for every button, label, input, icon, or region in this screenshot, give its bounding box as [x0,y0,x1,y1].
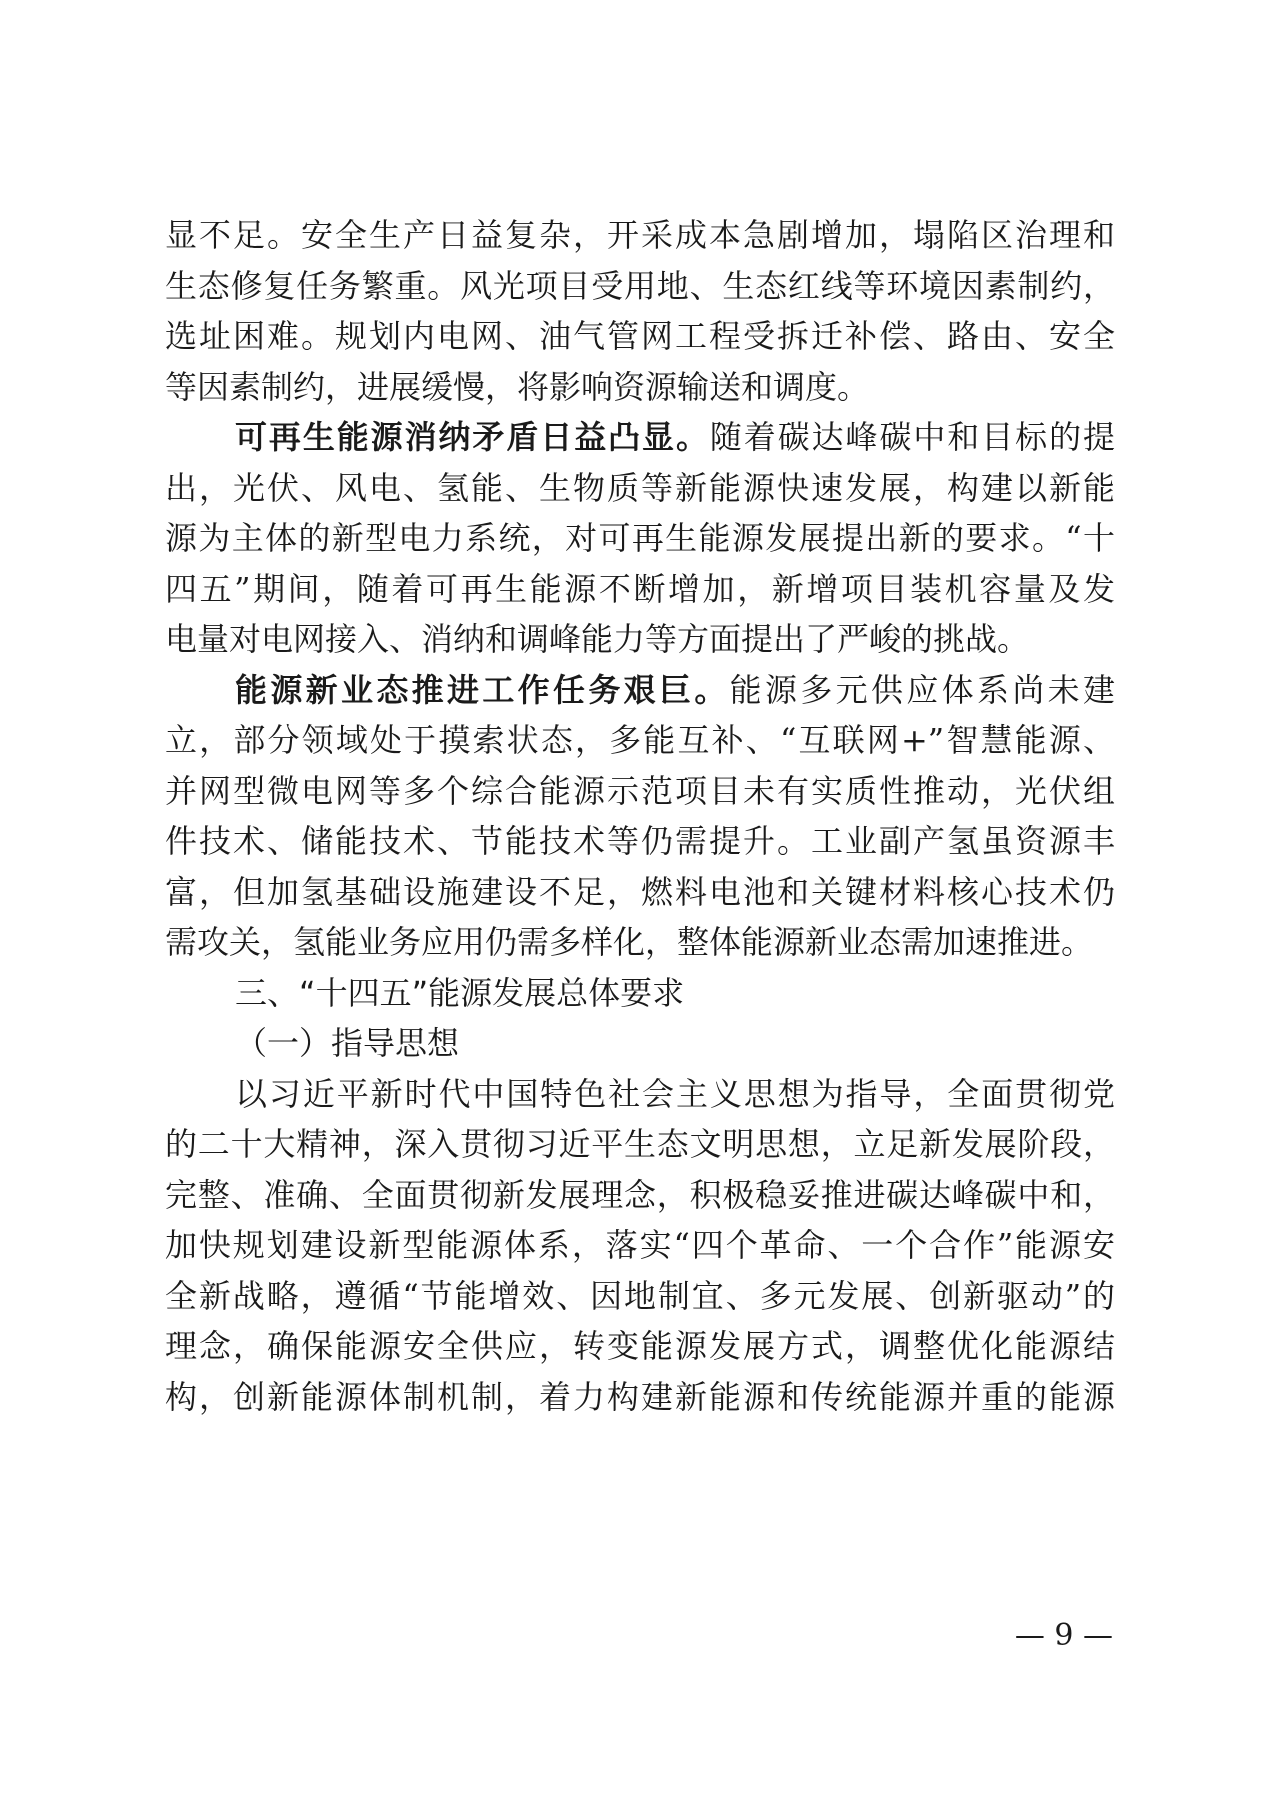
text-line: 全新战略，遵循“节能增效、因地制宜、多元发展、创新驱动”的 [165,1276,1115,1315]
text-line: 等因素制约，进展缓慢，将影响资源输送和调度。 [165,367,870,406]
paragraph-first-line [165,412,1115,463]
paragraph-text: 随着碳达峰碳中和目标的提 [709,418,1115,456]
text-line: 显不足。安全生产日益复杂，开采成本急剧增加，塌陷区治理和 [165,216,1115,254]
text-line: 源为主体的新型电力系统，对可再生能源发展提出新的要求。“十 [165,519,1115,557]
text-line: 四五”期间，随着可再生能源不断增加，新增项目装机容量及发 [165,569,1115,608]
text-line: 富，但加氢基础设施建设不足，燃料电池和关键材料核心技术仍 [165,872,1115,911]
text-line: 立，部分领域处于摸索状态，多能互补、“互联网+”智慧能源、 [165,721,1115,759]
text-line: 以习近平新时代中国特色社会主义思想为指导，全面贯彻党 [235,1074,1115,1113]
paragraph-lead: 可再生能源消纳矛盾日益凸显。 [235,418,710,456]
text-line: 完整、准确、全面贯彻新发展理念，积极稳妥推进碳达峰碳中和， [165,1175,1115,1214]
text-line: 出，光伏、风电、氢能、生物质等新能源快速发展，构建以新能 [165,468,1115,507]
text-line: 需攻关，氢能业务应用仍需多样化，整体能源新业态需加速推进。 [165,923,1094,961]
paragraph-first-line [165,665,1115,716]
text-line: 电量对电网接入、消纳和调峰能力等方面提出了严峻的挑战。 [165,620,1030,658]
text-line: 生态修复任务繁重。风光项目受用地、生态红线等环境因素制约， [165,266,1115,305]
page-number: — 9 — [1014,1618,1113,1653]
text-line: 件技术、储能技术、节能技术等仍需提升。工业副产氢虽资源丰 [165,822,1115,860]
paragraph-text: 能源多元供应体系尚未建 [729,670,1115,709]
subsection-heading: （一）指导思想 [235,1024,460,1062]
paragraph-lead: 能源新业态推进工作任务艰巨。 [235,670,730,709]
text-line: 的二十大精神，深入贯彻习近平生态文明思想，立足新发展阶段， [165,1125,1115,1163]
text-line: 并网型微电网等多个综合能源示范项目未有实质性推动，光伏组 [165,771,1115,810]
text-line: 构，创新能源体制机制，着力构建新能源和传统能源并重的能源 [165,1377,1115,1416]
text-line: 理念，确保能源安全供应，转变能源发展方式，调整优化能源结 [165,1327,1115,1365]
text-line: 加快规划建设新型能源体系，落实“四个革命、一个合作”能源安 [165,1226,1115,1264]
body-text [165,210,1115,1422]
text-line: 选址困难。规划内电网、油气管网工程受拆迁补偿、路由、安全 [165,317,1115,355]
section-heading: 三、“十四五”能源发展总体要求 [235,973,685,1012]
